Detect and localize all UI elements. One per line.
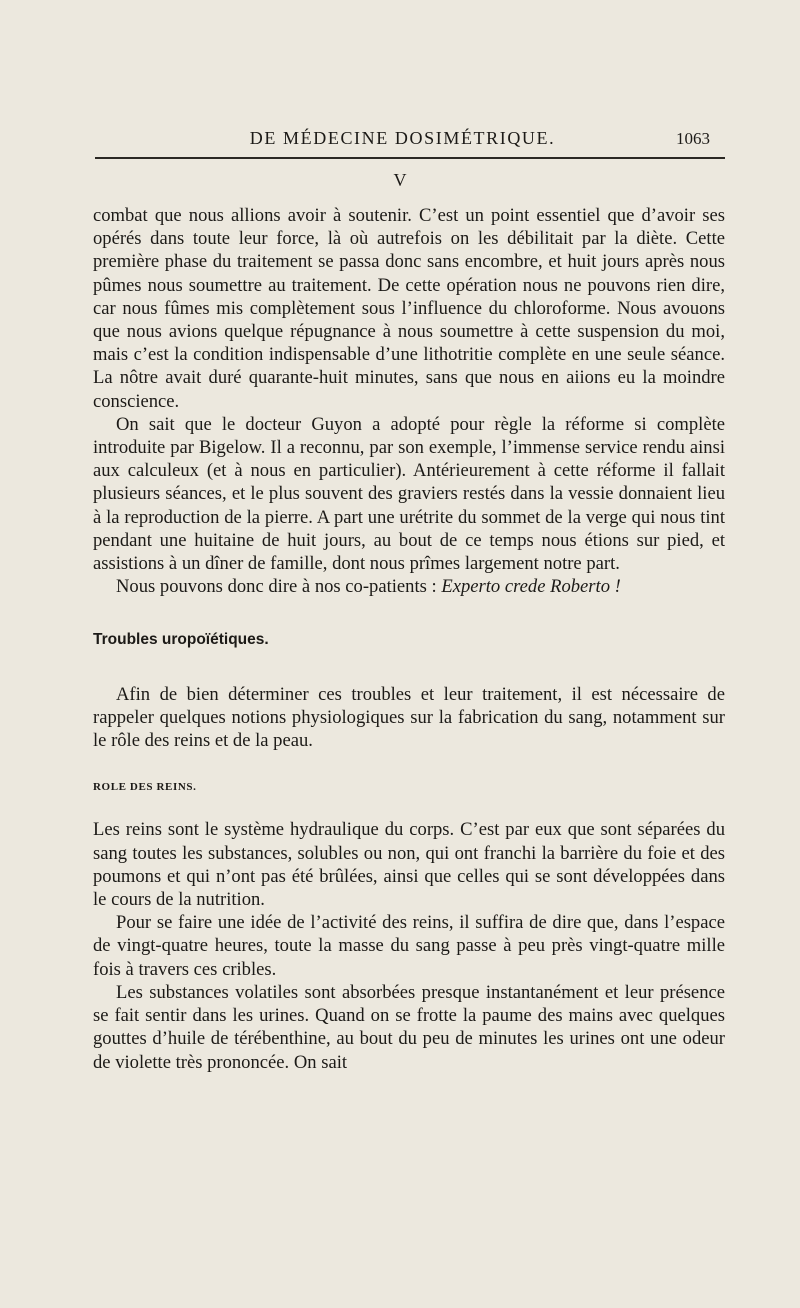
subsection-heading: ROLE DES REINS. [93, 781, 197, 794]
page-number: 1063 [676, 129, 710, 148]
closing-lead: Nous pouvons donc dire à nos co-patients : [116, 576, 442, 598]
closing-quote: Experto crede Roberto ! [441, 576, 621, 598]
paragraph: Pour se faire une idée de l’activité des reins, il suffira de dire que, dans l’espace de vingt-quatre heures, toute la masse du sang passe à peu près vingt-quatre mille fois à travers ces cribles. [93, 912, 725, 980]
section-numeral: V [393, 170, 407, 190]
paragraph: Afin de bien déterminer ces troubles et leur traitement, il est nécessaire de rappeler quelques notions physiologiques sur la fabrication du sang, notamment sur le rôle des reins et de la peau. [93, 683, 725, 752]
header-rule [95, 157, 725, 159]
paragraph: On sait que le docteur Guyon a adopté pour règle la réforme si complète introduite par Bigelow. Il a reconnu, par son exemple, l’immense service rendu ainsi aux calculeux (et à nous en particulier). Antérieurement à cette réforme il fallait plusieurs séances, et le plus souvent des graviers restés dans la vessie donnaient lieu à la reproduction de la pierre. A part une urétrite du sommet de la verge qui nous tint pendant une huitaine de huit jours, au bout de ce temps nous étions sur pied, et assistions à un dîner de famille, dont nous prîmes largement notre part. [93, 413, 725, 575]
paragraph: Les substances volatiles sont absorbées presque instantanément et leur présence se fait sentir dans les urines. Quand on se frotte la paume des mains avec quelques gouttes d’huile de térébenthine, au bout du peu de minutes les urines ont une odeur de violette très prononcée. On sait [93, 981, 725, 1073]
paragraph: Les reins sont le système hydraulique du corps. C’est par eux que sont séparées du sang toutes les substances, solubles ou non, qui ont franchi la barrière du foie et des poumons et qui n’ont pas été brûlées, ainsi que celles qui se sont développées dans le cours de la nutrition. [93, 819, 725, 911]
body-text [93, 204, 725, 1074]
section-heading: Troubles uropoïétiques. [93, 631, 269, 649]
closing-line [93, 575, 725, 598]
running-header [95, 128, 710, 158]
paragraph: combat que nous allions avoir à soutenir. C’est un point essentiel que d’avoir ses opérés dans toute leur force, là où autrefois on les débilitait par la diète. Cette première phase du traitement se passa donc sans encombre, et huit jours après nous pûmes nous soumettre au traitement. De cette opération nous ne pouvons rien dire, car nous fûmes mis complètement sous l’influence du chloroforme. Nous avouons que nous avions quelque répugnance à nous soumettre à cette suspension du moi, mais c’est la condition indispensable d’une lithotritie complète en une seule séance. La nôtre avait duré quarante-huit minutes, sans que nous en aiions eu la moindre conscience. [93, 205, 725, 412]
running-title: DE MÉDECINE DOSIMÉTRIQUE. [249, 128, 556, 148]
